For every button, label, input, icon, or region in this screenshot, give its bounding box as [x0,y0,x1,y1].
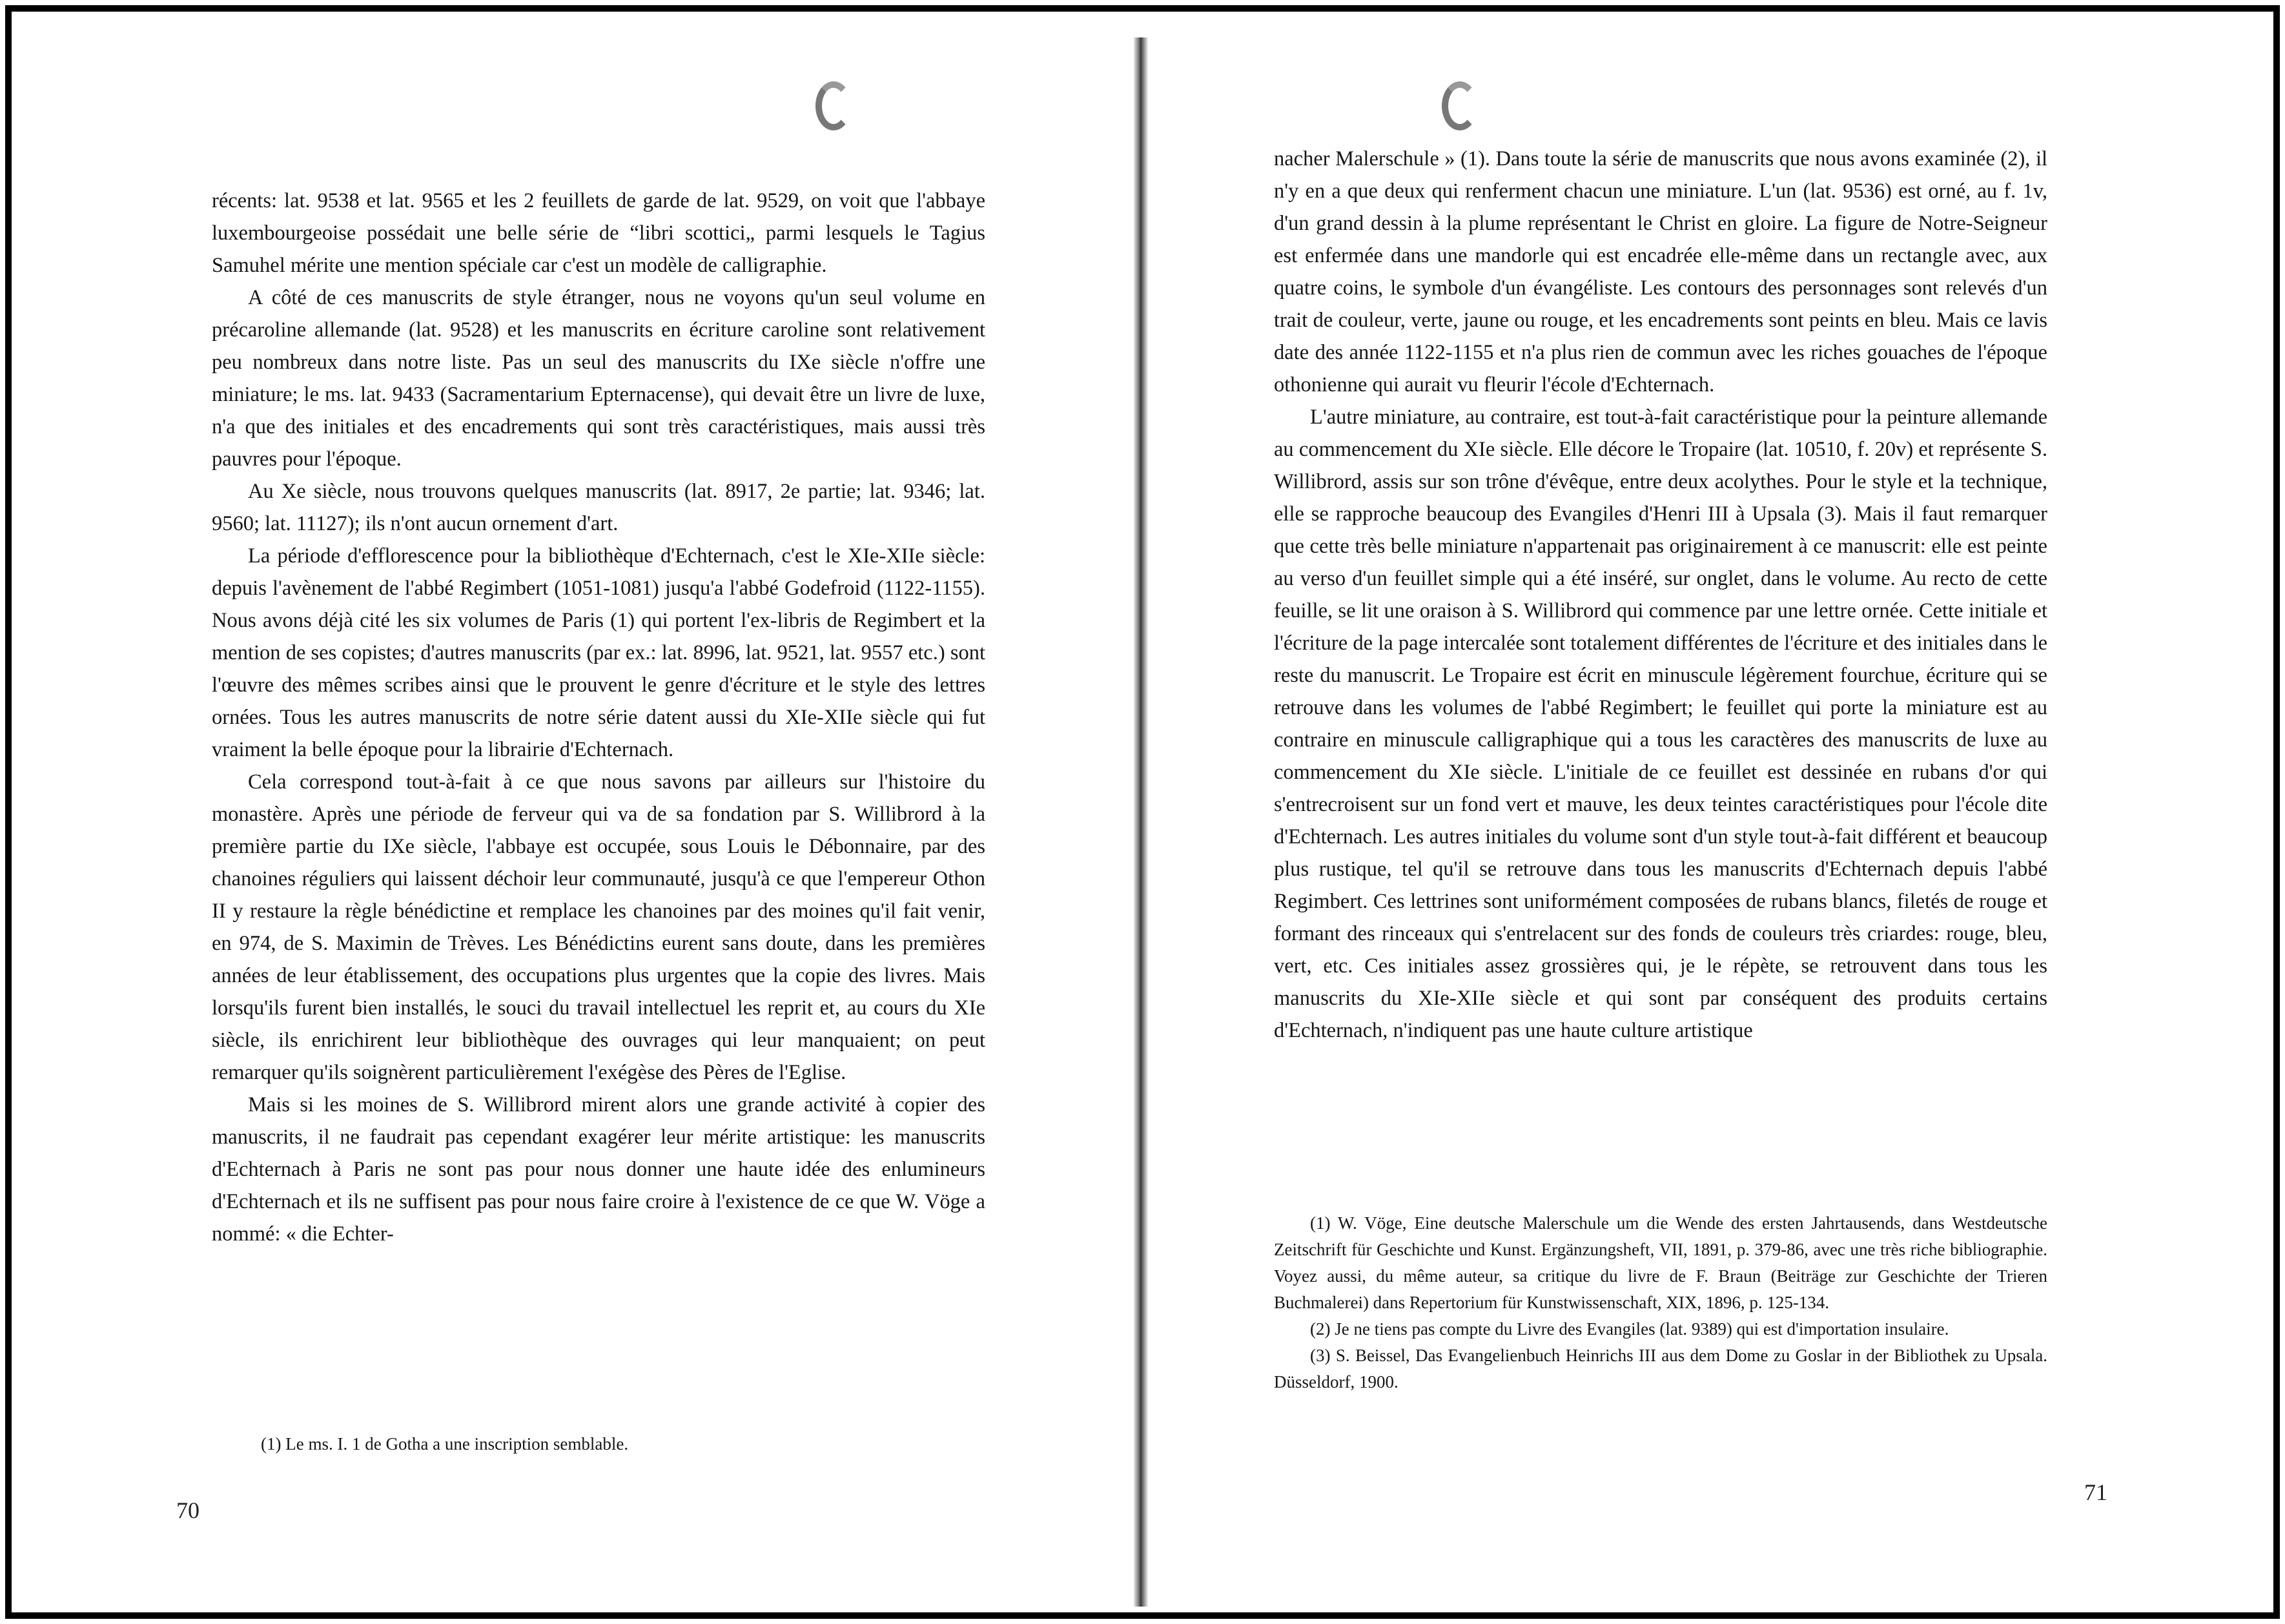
left-body-text [212,185,985,1250]
left-paragraph-5: Cela correspond tout-à-fait à ce que nous savons par ailleurs sur l'histoire du monastère. Après une période de ferveur qui va de sa fondation par S. Willibrord à la première partie du IXe siècle, l'abbaye est occupée, sous Louis le Débonnaire, par des chanoines réguliers qui laissent déchoir leur communauté, jusqu'à ce que l'empereur Othon II y restaure la règle bénédictine et remplace les chanoines par des moines qu'il fait venir, en 974, de S. Maximin de Trèves. Les Bénédictins eurent sans doute, dans les premières années de leur établissement, des occupations plus urgentes que la copie des livres. Mais lorsqu'ils furent bien installés, le souci du travail intellectuel les reprit et, au cours du XIe siècle, ils enrichirent leur bibliothèque des ouvrages qui leur manquaient; on peut remarquer qu'ils soignèrent particulièrement l'exégèse des Pères de l'Eglise. [212,770,985,1084]
punch-hole-mark [815,81,852,130]
left-footnotes [225,1431,987,1457]
left-paragraph-4: La période d'efflorescence pour la bibliothèque d'Echternach, c'est le XIe-XIIe siècle: depuis l'avènement de l'abbé Regimbert (1051-1081) jusqu'a l'abbé Godefroid (1122-1155). Nous avons déjà cité les six volumes de Paris (1) qui portent l'ex-libris de Regimbert et la mention de ses copistes; d'autres manuscrits (par ex.: lat. 8996, lat. 9521, lat. 9557 etc.) sont l'œuvre des mêmes scribes ainsi que le prouvent le genre d'écriture et le style des lettres ornées. Tous les autres manuscrits de notre série datent aussi du XIe-XIIe siècle qui fut vraiment la belle époque pour la librairie d'Echternach. [212,544,985,761]
left-paragraph-6: Mais si les moines de S. Willibrord mirent alors une grande activité à copier des manuscrits, il ne faudrait pas cependant exagérer leur mérite artistique: les manuscrits d'Echternach à Paris ne sont pas pour nous donner une haute idée des enlumineurs d'Echternach et ils ne suffisent pas pour nous faire croire à l'existence de ce que W. Vöge a nommé: « die Echter- [212,1093,985,1246]
right-footnote-3: (3) S. Beissel, Das Evangelienbuch Heinrichs III aus dem Dome zu Goslar in der Bibliothek zu Upsala. Düsseldorf, 1900. [1274,1346,2047,1392]
left-paragraph-2: A côté de ces manuscrits de style étranger, nous ne voyons qu'un seul volume en précaroline allemande (lat. 9528) et les manuscrits en écriture caroline sont relativement peu nombreux dans notre liste. Pas un seul des manuscrits du IXe siècle n'offre une miniature; le ms. lat. 9433 (Sacramentarium Epternacense), qui devait être un livre de luxe, n'a que des initiales et des encadrements qui sont très caractéristiques, mais aussi très pauvres pour l'époque. [212,286,985,471]
right-page [1148,12,2281,1612]
right-footnotes [1274,1210,2047,1395]
left-paragraph-1: récents: lat. 9538 et lat. 9565 et les 2 feuillets de garde de lat. 9529, on voit que l'abbaye luxembourgeoise possédait une belle série de “libri scottici„ parmi lesquels le Tagius Samuhel mérite une mention spéciale car c'est un modèle de calligraphie. [212,189,985,277]
right-paragraph-2: L'autre miniature, au contraire, est tout-à-fait caractéristique pour la peinture allemande au commencement du XIe siècle. Elle décore le Tropaire (lat. 10510, f. 20v) et représente S. Willibrord, assis sur son trône d'évêque, entre deux acolythes. Pour le style et la technique, elle se rapproche beaucoup des Evangiles d'Henri III à Upsala (3). Mais il faut remarquer que cette très belle miniature n'appartenait pas originairement à ce manuscrit: elle est peinte au verso d'un feuillet simple qui a été inséré, sur onglet, dans le volume. Au recto de cette feuille, se lit une oraison à S. Willibrord qui commence par une lettre ornée. Cette initiale et l'écriture de la page intercalée sont totalement différentes de l'écriture et des initiales dans le reste du manuscrit. Le Tropaire est écrit en minuscule légèrement fourchue, écriture qui se retrouve dans les volumes de l'abbé Regimbert; le feuillet qui porte la miniature est au contraire en minuscule calligraphique qui a tous les caractères des manuscrits de luxe au commencement du XIe siècle. L'initiale de ce feuillet est dessinée en rubans d'or qui s'entrecroisent sur un fond vert et mauve, les deux teintes caractéristiques pour l'école dite d'Echternach. Les autres initiales du volume sont d'un style tout-à-fait différent et beaucoup plus rustique, tel qu'il se retrouve dans tous les manuscrits d'Echternach depuis l'abbé Regimbert. Ces lettrines sont uniformément composées de rubans blancs, filetés de rouge et formant des rinceaux qui s'entrelacent sur des fonds de couleurs très criardes: rouge, bleu, vert, etc. Ces initiales assez grossières qui, je le répète, se retrouvent dans tous les manuscrits du XIe-XIIe siècle et qui sont par conséquent des produits certains d'Echternach, n'indiquent pas une haute culture artistique [1274,406,2047,1042]
right-page-number: 71 [2084,1479,2107,1505]
punch-hole-mark [1442,81,1478,130]
left-paragraph-3: Au Xe siècle, nous trouvons quelques manuscrits (lat. 8917, 2e partie; lat. 9346; lat. 9560; lat. 11127); ils n'ont aucun ornement d'art. [212,480,985,535]
left-footnote-1: (1) Le ms. I. 1 de Gotha a une inscription semblable. [261,1434,629,1454]
right-footnote-2: (2) Je ne tiens pas compte du Livre des Evangiles (lat. 9389) qui est d'importation insulaire. [1310,1319,1949,1339]
right-paragraph-1: nacher Malerschule » (1). Dans toute la série de manuscrits que nous avons examinée (2), il n'y en a que deux qui renferment chacun une miniature. L'un (lat. 9536) est orné, au f. 1v, d'un grand dessin à la plume représentant le Christ en gloire. La figure de Notre-Seigneur est enfermée dans une mandorle qui est encadrée elle-même dans un rectangle avec, aux quatre coins, le symbole d'un évangéliste. Les contours des personnages sont relevés d'un trait de couleur, verte, jaune ou rouge, et les encadrements sont peints en bleu. Mais ce lavis date des année 1122-1155 et n'a plus rien de commun avec les riches gouaches de l'époque othonienne qui aurait vu fleurir l'école d'Echternach. [1274,147,2047,396]
right-footnote-1: (1) W. Vöge, Eine deutsche Malerschule um die Wende des ersten Jahrtausends, dans Westdeutsche Zeitschrift für Geschichte und Kunst. Ergänzungsheft, VII, 1891, p. 379-86, avec une très riche bibliographie. Voyez aussi, du même auteur, sa critique du livre de F. Braun (Beiträge zur Geschichte der Trieren Buchmalerei) dans Repertorium für Kunstwissenschaft, XIX, 1896, p. 125-134. [1274,1213,2047,1312]
left-page [12,12,1135,1612]
left-page-number: 70 [176,1497,200,1523]
book-spine-gutter [1134,37,1148,1607]
right-body-text [1274,143,2047,1047]
scanned-spread [5,5,2280,1619]
